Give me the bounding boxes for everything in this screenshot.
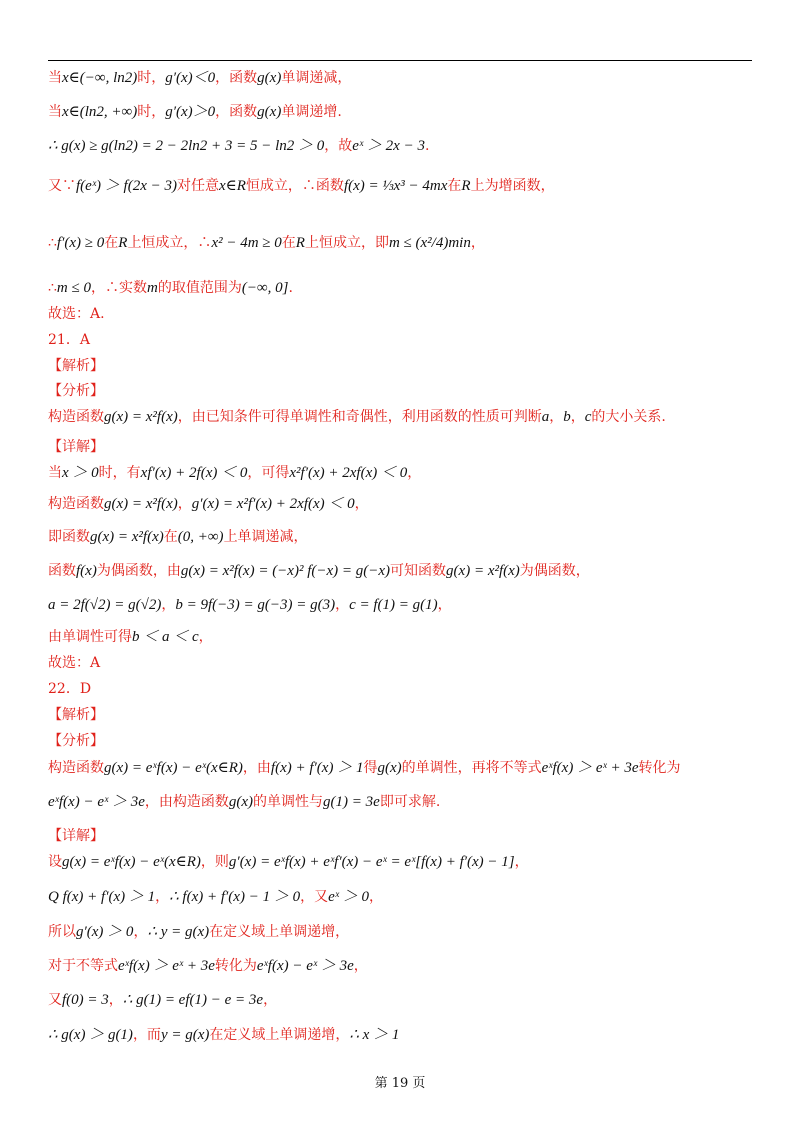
text-line-l13: [48, 463, 760, 483]
explanation-text: 【详解】: [48, 828, 104, 844]
math-expression: x ＞ 0: [62, 465, 99, 481]
math-expression: f′(x) ≥ 0: [56, 235, 105, 251]
explanation-text: .: [288, 280, 293, 296]
text-line-l11: [48, 407, 760, 427]
math-expression: g′(x) ＞ 0: [76, 924, 134, 940]
text-line-l5: [48, 233, 760, 253]
math-expression: g′(x)＞0: [165, 104, 216, 120]
text-line-l21: [48, 705, 760, 725]
math-expression: x∈(ln2, +∞): [62, 104, 138, 120]
explanation-text: ，故: [324, 138, 353, 154]
explanation-text: 【解析】: [48, 358, 104, 374]
text-line-l14: [48, 494, 760, 514]
text-line-l26: [48, 852, 760, 872]
math-expression: c: [584, 409, 592, 425]
text-line-l1: [48, 68, 760, 88]
math-expression: eˣf(x) ＞ eˣ + 3e: [118, 958, 215, 974]
math-expression: Q f(x) + f′(x) ＞ 1: [48, 889, 156, 905]
text-line-l18: [48, 627, 760, 647]
text-line-l17: [48, 595, 760, 615]
math-expression: b ＜ a ＜ c: [132, 629, 199, 645]
explanation-text: 为偶函数，由: [96, 563, 181, 579]
math-expression: eˣ ＞ 0: [328, 889, 369, 905]
text-line-l9: [48, 356, 760, 376]
text-line-l15: [48, 527, 760, 547]
explanation-text: 【解析】: [48, 707, 104, 723]
text-line-l31: [48, 1025, 760, 1045]
text-line-l16: [48, 561, 760, 581]
explanation-text: ，: [437, 597, 452, 613]
text-line-l2: [48, 102, 760, 122]
explanation-text: 恒成立，∴函数: [245, 178, 344, 194]
explanation-text: 单调递减，: [281, 70, 352, 86]
explanation-text: 得: [363, 760, 378, 776]
math-expression: f(x) + f′(x) ＞ 1: [270, 760, 364, 776]
math-expression: b = 9f(−3) = g(−3) = g(3): [175, 597, 336, 613]
explanation-text: ，: [368, 889, 383, 905]
text-line-l23: [48, 758, 760, 778]
explanation-text: 由单调性可得: [48, 629, 132, 645]
math-expression: g(x) = x²f(x): [90, 529, 164, 545]
math-expression: g(x): [228, 794, 254, 810]
math-expression: g(x): [257, 70, 282, 86]
math-expression: g(x) = x²f(x): [104, 496, 178, 512]
math-expression: b: [563, 409, 571, 425]
math-expression: g(x) = x²f(x): [446, 563, 520, 579]
page-footer: 第 19 页: [374, 1076, 426, 1091]
explanation-text: ，函数: [215, 104, 258, 120]
math-expression: g′(x)＜0: [165, 70, 216, 86]
text-line-l27: [48, 887, 760, 907]
math-expression: f(0) = 3: [62, 992, 109, 1008]
header-rule: [48, 60, 752, 61]
explanation-text: ，则: [200, 854, 229, 870]
text-line-l4: [48, 176, 760, 196]
explanation-text: ，: [155, 889, 170, 905]
explanation-text: 设: [48, 854, 62, 870]
explanation-text: 【分析】: [48, 383, 104, 399]
text-line-l24: [48, 792, 760, 812]
explanation-text: ，: [514, 854, 529, 870]
explanation-text: 在: [104, 235, 119, 251]
math-expression: y = g(x): [160, 1027, 210, 1043]
math-expression: g′(x) = eˣf(x) + eˣf′(x) − eˣ = eˣ[f(x) + f′(x) − 1]: [228, 854, 515, 870]
text-line-l7: [48, 304, 760, 324]
math-expression: f(x) = ⅓x³ − 4mx: [343, 178, 448, 194]
explanation-text: 对于不等式: [48, 958, 118, 974]
explanation-text: 在定义域上单调递增，: [209, 924, 350, 940]
explanation-text: 时，有: [98, 465, 141, 481]
math-expression: eˣ ＞ 2x − 3: [352, 138, 425, 154]
explanation-text: 即函数: [48, 529, 90, 545]
explanation-text: ，又: [300, 889, 329, 905]
math-expression: g(1) = 3e: [323, 794, 380, 810]
math-expression: m ≤ 0: [56, 280, 91, 296]
math-expression: a = 2f(√2) = g(√2): [48, 597, 162, 613]
math-expression: m ≤ (x²/4)min: [388, 235, 471, 251]
math-expression: x∈(−∞, ln2): [62, 70, 138, 86]
explanation-text: ，由: [242, 760, 271, 776]
text-line-l19: [48, 653, 760, 673]
explanation-text: ∴: [48, 235, 57, 251]
math-expression: g(x) = x²f(x): [104, 409, 178, 425]
math-expression: f(x): [76, 563, 97, 579]
explanation-text: ，: [263, 992, 278, 1008]
text-line-l12: [48, 437, 760, 457]
math-expression: a: [541, 409, 550, 425]
explanation-text: 又: [48, 992, 62, 1008]
math-expression: m: [147, 280, 158, 296]
explanation-text: ，: [108, 992, 123, 1008]
explanation-text: 的单调性，再将不等式: [401, 760, 542, 776]
explanation-text: 上单调递减，: [223, 529, 308, 545]
explanation-text: 当: [48, 465, 62, 481]
explanation-text: 在定义域上单调递增，: [209, 1027, 350, 1043]
explanation-text: 当: [48, 104, 62, 120]
explanation-text: 可知函数: [390, 563, 447, 579]
math-expression: g(x) = eˣf(x) − eˣ(x∈R): [104, 760, 243, 776]
math-expression: ∴ g(1) = ef(1) − e = 3e: [122, 992, 264, 1008]
math-expression: g(x) = x²f(x) = (−x)² f(−x) = g(−x): [180, 563, 391, 579]
explanation-text: 时，: [137, 70, 166, 86]
explanation-text: 构造函数: [48, 409, 104, 425]
explanation-text: ，: [177, 496, 192, 512]
math-expression: R: [461, 178, 471, 194]
text-line-l25: [48, 826, 760, 846]
explanation-text: ，: [549, 409, 564, 425]
explanation-text: 【详解】: [48, 439, 104, 455]
math-expression: (0, +∞): [177, 529, 224, 545]
explanation-text: 故选：A: [48, 655, 101, 671]
math-expression: x² − 4m ≥ 0: [211, 235, 282, 251]
explanation-text: ，可得: [247, 465, 290, 481]
explanation-text: 21．A: [48, 332, 90, 348]
explanation-text: 构造函数: [48, 760, 104, 776]
explanation-text: 在: [163, 529, 178, 545]
explanation-text: ，函数: [215, 70, 258, 86]
text-line-l20: [48, 679, 760, 699]
explanation-text: 即可求解.: [379, 794, 441, 810]
explanation-text: 的取值范围为: [157, 280, 242, 296]
explanation-text: 为偶函数，: [519, 563, 590, 579]
explanation-text: 构造函数: [48, 496, 104, 512]
explanation-text: ，: [335, 597, 350, 613]
math-expression: ∴ f(x) + f′(x) − 1 ＞ 0: [169, 889, 301, 905]
text-line-l28: [48, 922, 760, 942]
text-line-l3: [48, 136, 760, 156]
math-expression: ∴ y = g(x): [147, 924, 210, 940]
text-line-l30: [48, 990, 760, 1010]
math-expression: eˣf(x) − eˣ ＞ 3e: [256, 958, 354, 974]
text-line-l6: [48, 278, 760, 298]
math-expression: ∴ x ＞ 1: [349, 1027, 400, 1043]
math-expression: R: [295, 235, 305, 251]
explanation-text: ，: [353, 958, 368, 974]
explanation-text: ，: [407, 465, 422, 481]
explanation-text: 【分析】: [48, 733, 104, 749]
explanation-text: .: [424, 138, 430, 154]
explanation-text: 故选：A.: [48, 306, 105, 322]
math-expression: g′(x) = x²f′(x) + 2xf(x) ＜ 0: [191, 496, 355, 512]
explanation-text: 单调递增.: [281, 104, 342, 120]
math-expression: g(x) = eˣf(x) − eˣ(x∈R): [62, 854, 201, 870]
math-expression: (−∞, 0]: [241, 280, 289, 296]
explanation-text: 又∵: [48, 178, 76, 194]
explanation-text: 的单调性与: [253, 794, 324, 810]
explanation-text: 上恒成立，即: [304, 235, 389, 251]
text-line-l10: [48, 381, 760, 401]
text-line-l29: [48, 956, 760, 976]
math-expression: xf′(x) + 2f(x) ＜ 0: [140, 465, 248, 481]
explanation-text: 转化为: [214, 958, 257, 974]
math-expression: x²f′(x) + 2xf(x) ＜ 0: [289, 465, 408, 481]
explanation-text: 在: [281, 235, 296, 251]
explanation-text: ，: [133, 924, 148, 940]
math-expression: c = f(1) = g(1): [349, 597, 438, 613]
explanation-text: ，由构造函数: [144, 794, 229, 810]
math-expression: x∈R: [219, 178, 246, 194]
explanation-text: 的大小关系.: [591, 409, 666, 425]
explanation-text: ，: [198, 629, 213, 645]
explanation-text: 对任意: [177, 178, 219, 194]
explanation-text: ，: [470, 235, 485, 251]
explanation-text: 时，: [137, 104, 166, 120]
math-expression: g(x): [257, 104, 282, 120]
math-expression: R: [118, 235, 128, 251]
explanation-text: ，: [354, 496, 369, 512]
explanation-text: ，由已知条件可得单调性和奇偶性，利用函数的性质可判断: [177, 409, 542, 425]
explanation-text: ，: [570, 409, 585, 425]
explanation-text: 在: [447, 178, 462, 194]
explanation-text: 当: [48, 70, 62, 86]
text-line-l22: [48, 731, 760, 751]
explanation-text: 上恒成立，∴: [127, 235, 212, 251]
math-expression: g(x): [377, 760, 402, 776]
explanation-text: ∴: [48, 280, 57, 296]
math-expression: eˣf(x) ＞ eˣ + 3e: [541, 760, 639, 776]
explanation-text: 所以: [48, 924, 76, 940]
math-expression: ∴ g(x) ＞ g(1): [48, 1027, 133, 1043]
explanation-text: 上为增函数，: [470, 178, 555, 194]
explanation-text: 函数: [48, 563, 76, 579]
explanation-text: ，∴实数: [91, 280, 147, 296]
explanation-text: ，: [161, 597, 176, 613]
math-expression: eˣf(x) − eˣ ＞ 3e: [48, 794, 145, 810]
explanation-text: 22．D: [48, 681, 92, 697]
explanation-text: ，而: [132, 1027, 161, 1043]
math-expression: f(eˣ) ＞ f(2x − 3): [76, 178, 177, 194]
text-line-l8: [48, 330, 760, 350]
explanation-text: 转化为: [638, 760, 681, 776]
math-expression: ∴ g(x) ≥ g(ln2) = 2 − 2ln2 + 3 = 5 − ln2 ＞ 0: [48, 138, 325, 154]
